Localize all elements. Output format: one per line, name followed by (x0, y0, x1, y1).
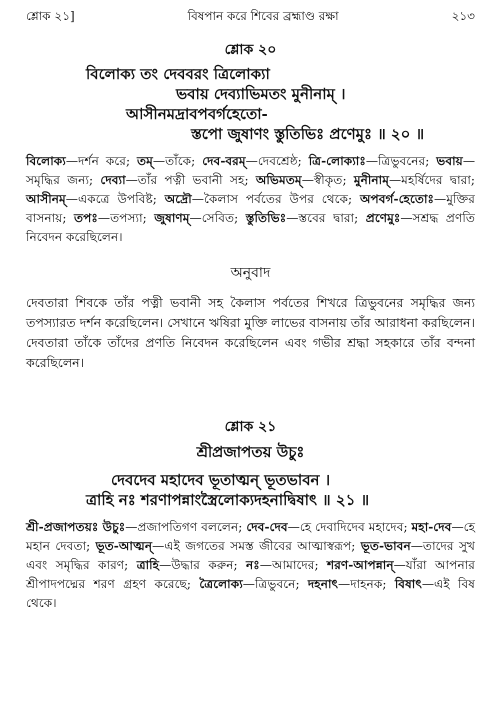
synonym-word: ভূত-ভাবন (360, 539, 411, 553)
synonym-word: দেব-দেব (246, 520, 288, 534)
header-page-number: ২১৩ (451, 9, 475, 23)
synonym-word: অদ্রৌ (164, 192, 192, 206)
translation-heading: অনুবাদ (230, 265, 271, 281)
synonym-meaning: —যাঁরা আপনার শ্রীপাদপদ্মের শরণ গ্রহণ করেছে; (26, 558, 475, 591)
synonym-meaning: —স্বীকৃত; (301, 173, 354, 187)
verse-21-line: ত্রাহি নঃ শরণাপন্নাংস্ত্রৈলোক্যদহনাদ্বিষাৎ ॥ ২১ ॥ (86, 491, 370, 509)
synonym-meaning: —সমৃদ্ধির জন্য; (26, 154, 475, 187)
synonym-word: ত্রি-লোক্যাঃ (308, 154, 366, 168)
synonym-meaning: —এই জগতের সমস্ত জীবের আত্মাস্বরূপ; (152, 539, 361, 553)
synonym-meaning: —তপস্যা; (97, 211, 155, 225)
synonym-meaning: —একত্রে উপবিষ্ট; (65, 192, 165, 206)
verse-20-line: স্তপো জুষাণং স্তুতিভিঃ প্রণেমুঃ ॥ ২০ ॥ (191, 125, 425, 143)
synonym-meaning: —সশ্রদ্ধ প্রণতি নিবেদন করেছিলেন। (26, 211, 476, 244)
synonym-word: দেব্যা (100, 173, 126, 187)
synonym-meaning: —মহর্ষিদের দ্বারা; (388, 173, 475, 187)
synonym-meaning: —হে মহান দেবতা; (26, 520, 475, 553)
synonym-meaning: —সেবিত; (189, 211, 246, 225)
synonym-word: তম্ (136, 154, 153, 168)
synonym-word: বিলোক্য (26, 154, 66, 168)
header-chapter-title: বিষপান করে শিবের ব্রহ্মাণ্ড রক্ষা (187, 9, 339, 23)
synonym-meaning: —তাঁর পত্নী ভবানী সহ; (125, 173, 256, 187)
verse-21-speaker: শ্রীপ্রজাপতয় উচুঃ (196, 443, 305, 461)
verse-20-line: ভবায় দেব্যাভিমতং মুনীনাম্ । (176, 85, 346, 103)
verse-21-text (26, 470, 475, 510)
verse-21-line: দেবদেব মহাদেব ভূতাত্মন্ ভূতভাবন । (111, 471, 331, 489)
synonym-meaning: —স্তবের দ্বারা; (286, 211, 366, 225)
synonym-meaning: —তাঁকে; (152, 154, 203, 168)
synonym-meaning: —দর্শন করে; (65, 154, 137, 168)
synonym-word: তপঃ (73, 211, 98, 225)
verse-20-line: আসীনমদ্রাবপবর্গহেতো- (126, 105, 268, 123)
synonym-word: অভিমতম্ (255, 173, 302, 187)
synonym-meaning: —প্রজাপতিগণ বললেন; (125, 520, 247, 534)
synonym-word: নঃ (246, 558, 260, 572)
synonym-meaning: —উদ্ধার করুন; (159, 558, 246, 572)
synonym-word: বিষাৎ (394, 577, 422, 591)
header-verse-ref: শ্লোক ২১] (26, 9, 75, 23)
synonym-word: স্তুতিভিঃ (245, 211, 287, 225)
synonym-meaning: —দাহনক; (338, 577, 395, 591)
synonym-meaning: —হে দেবাদিদেব মহাদেব; (287, 520, 412, 534)
verse-20-number: শ্লোক ২০ (224, 42, 277, 58)
synonym-meaning: —দেবশ্রেষ্ঠ; (245, 154, 309, 168)
synonym-meaning: —এই বিষ থেকে। (26, 577, 475, 610)
synonym-word: শ্রী-প্রজাপতয়ঃ উচুঃ (26, 520, 126, 534)
synonym-word: শরণ-আপন্নান্ (327, 558, 394, 572)
synonym-meaning: —ত্রিভুবনে; (242, 577, 308, 591)
synonym-word: ত্রৈলোক্য (199, 577, 243, 591)
verse-21-synonyms (26, 518, 475, 613)
synonym-word: জুষাণম্ (154, 211, 190, 225)
verse-20-text (26, 64, 475, 144)
page-header (26, 0, 475, 36)
verse-20-synonyms (26, 152, 475, 247)
synonym-word: প্রণেমুঃ (365, 211, 401, 225)
synonym-word: দেব-বরম্ (202, 154, 246, 168)
synonym-word: অপবর্গ-হেতোঃ (359, 192, 435, 206)
synonym-word: মহা-দেব (411, 520, 452, 534)
synonym-meaning: —কৈলাস পর্বতের উপর থেকে; (191, 192, 360, 206)
synonym-word: আসীনম্ (26, 192, 66, 206)
synonym-word: ভূত-আত্মন্ (95, 539, 153, 553)
synonym-meaning: —ত্রিভুবনের; (365, 154, 437, 168)
verse-21-number: শ্লোক ২১ (224, 419, 277, 435)
synonym-word: ত্রাহি (136, 558, 160, 572)
synonym-meaning: —তাদের সুখ এবং সমৃদ্ধির কারণ; (26, 539, 475, 572)
verse-20-line: বিলোক্য তং দেববরং ত্রিলোক্যা (86, 65, 270, 83)
synonym-word: ভবায় (436, 154, 463, 168)
synonym-meaning: —মুক্তির বাসনায়; (26, 192, 475, 225)
synonym-meaning: —আমাদের; (259, 558, 327, 572)
synonym-word: মুনীনাম্ (353, 173, 389, 187)
translation-paragraph: দেবতারা শিবকে তাঁর পত্নী ভবানী সহ কৈলাস পর্বতের শিখরে ত্রিভুবনের সমৃদ্ধির জন্য তপস্যারত দর্শন করেছিলেন। সেখানে ঋষিরা মুক্তি লাভের বাসনায় তাঁর আরাধনা করছিলেন। দেবতারা তাঁকে তাঁদের প্রণতি নিবেদন করেছিলেন এবং গভীর শ্রদ্ধা সহকারে তাঁর বন্দনা করেছিলেন। (26, 295, 475, 370)
synonym-word: দহনাৎ (307, 577, 339, 591)
